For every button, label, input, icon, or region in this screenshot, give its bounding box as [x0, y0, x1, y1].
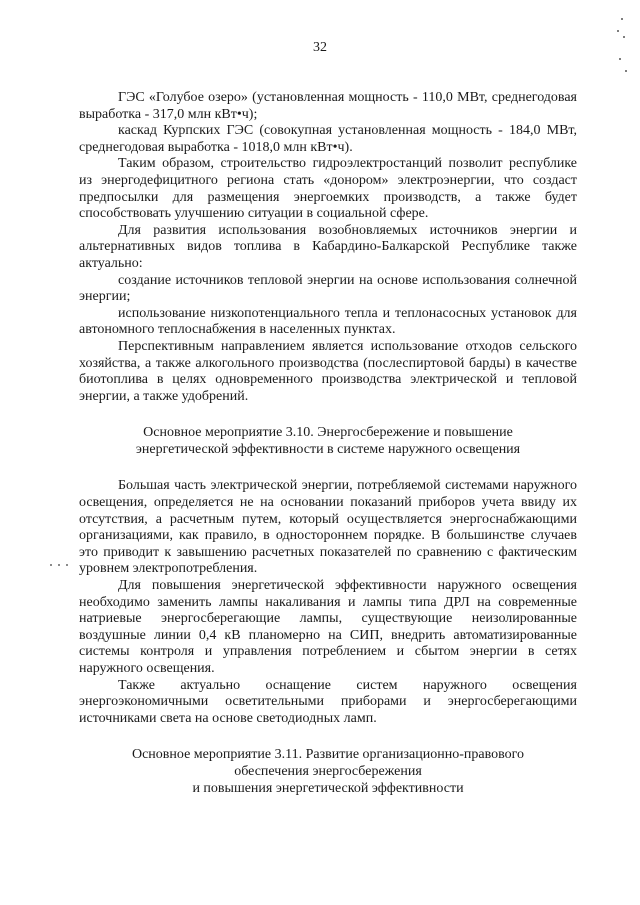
page-number: 32 — [313, 40, 327, 55]
heading-line: Основное мероприятие 3.11. Развитие организационно-правового — [131, 747, 524, 763]
paragraph: Таким образом, строительство гидроэлектростанций позволит республике из энергодефицитного региона стать «донором» электроэнергии, что создаст предпосылки для размещения энергоемких производств, а также будет способствовать улучшению ситуации в социальной сфере. — [79, 156, 577, 222]
document-body — [79, 90, 577, 817]
paragraph: каскад Курпских ГЭС (совокупная установленная мощность - 184,0 МВт, среднегодовая выработка - 1018,0 млн кВт•ч). — [79, 123, 577, 155]
heading-line: и повышения энергетической эффективности — [192, 780, 464, 796]
paragraph: Перспективным направлением является использование отходов сельского хозяйства, а также алкогольного производства (послеспиртовой барды) в качестве биотоплива в целях одновременного производства электрической и тепловой энергии, а также удобрений. — [79, 338, 577, 404]
paragraph: создание источников тепловой энергии на основе использования солнечной энергии; — [79, 272, 577, 305]
paragraph: использование низкопотенциального тепла и теплонасосных установок для автономного теплоснабжения в населенных пунктах. — [79, 305, 577, 338]
paragraph: Для развития использования возобновляемых источников энергии и альтернативных видов топлива в Кабардино-Балкарской Республике также актуально: — [79, 222, 577, 271]
paragraph: Для повышения энергетической эффективности наружного освещения необходимо заменить лампы накаливания и лампы типа ДРЛ на современные натриевые энергосберегающие лампы, существующие неизолированные воздушные линии 0,4 кВ планомерно на СИП, внедрить автоматизированные системы контроля и управления потреблением и сбытом энергии в сетях наружного освещения. — [79, 578, 577, 676]
scan-artifact-dots — [50, 563, 74, 567]
paragraph: Также актуально оснащение систем наружного освещения энергоэкономичными осветительными приборами и энергосберегающими источниками света на основе светодиодных ламп. — [79, 677, 577, 726]
heading-line: Основное мероприятие 3.10. Энергосбережение и повышение — [143, 425, 513, 441]
section-heading-3-10 — [79, 425, 577, 458]
heading-line: энергетической эффективности в системе наружного освещения — [135, 441, 521, 457]
section-heading-3-11 — [79, 747, 577, 797]
heading-line: обеспечения энергосбережения — [234, 763, 422, 779]
paragraph: Большая часть электрической энергии, потребляемой системами наружного освещения, определяется не на основании показаний приборов учета ввиду их отсутствия, а расчетным путем, который осуществляется энергоснабжающими организациями, как правило, в одностороннем порядке. В большинстве случаев это приводит к завышению расчетных показателей по сравнению с фактическим уровнем электропотребления. — [79, 478, 577, 577]
paragraph: ГЭС «Голубое озеро» (установленная мощность - 110,0 МВт, среднегодовая выработка - 317,0 млн кВт•ч); — [79, 90, 577, 122]
